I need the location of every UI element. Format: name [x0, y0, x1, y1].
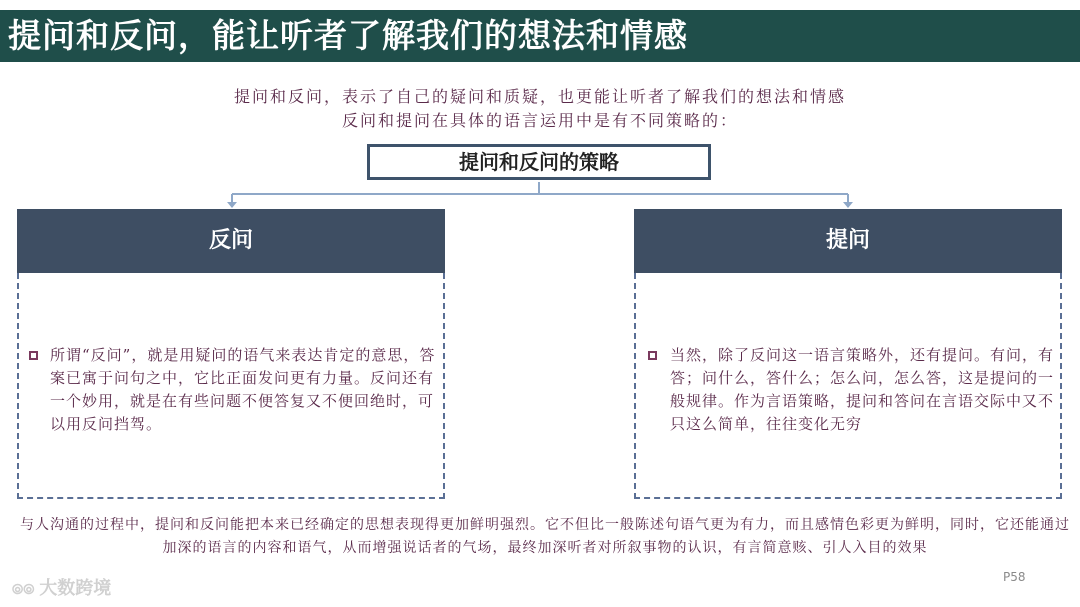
right-panel-heading: 提问 — [634, 209, 1062, 273]
watermark — [12, 574, 111, 600]
right-panel-text: 当然，除了反问这一语言策略外，还有提问。有问，有答；问什么，答什么；怎么问，怎么答，这是提问的一般规律。作为言语策略，提问和答问在言语交际中又不只这么简单，往往变化无穷 — [670, 346, 1055, 433]
left-panel-text: 所谓“反问”，就是用疑问的语气来表达肯定的意思，答案已寓于问句之中，它比正面发问更有力量。反问还有一个妙用，就是在有些问题不便答复又不便回绝时，可以用反问挡驾。 — [50, 346, 436, 433]
left-panel-heading: 反问 — [17, 209, 445, 273]
strategy-box: 提问和反问的策略 — [367, 144, 711, 180]
watermark-text: 大数跨境 — [39, 578, 112, 599]
slide-title: 提问和反问，能让听者了解我们的想法和情感 — [8, 16, 688, 55]
footer-text: 与人沟通的过程中，提问和反问能把本来已经确定的思想表现得更加鲜明强烈。它不但比一般陈述句语气更为有力，而且感情色彩更为鲜明，同时，它还能通过加深的语言的内容和语气，从而增强说话者的气场，最终加深听者对所叙事物的认识，有言简意赅、引人入目的效果 — [20, 517, 1070, 556]
intro-line-1: 提问和反问，表示了自己的疑问和质疑，也更能让听者了解我们的想法和情感 — [233, 87, 846, 106]
page-number: P58 — [1003, 570, 1026, 584]
watermark-logo-icon: ⦾⦾ — [12, 582, 40, 598]
intro-line-2: 反问和提问在具体的语言运用中是有不同策略的： — [341, 111, 738, 130]
left-bullet-icon — [29, 351, 38, 360]
right-bullet-icon — [648, 351, 657, 360]
